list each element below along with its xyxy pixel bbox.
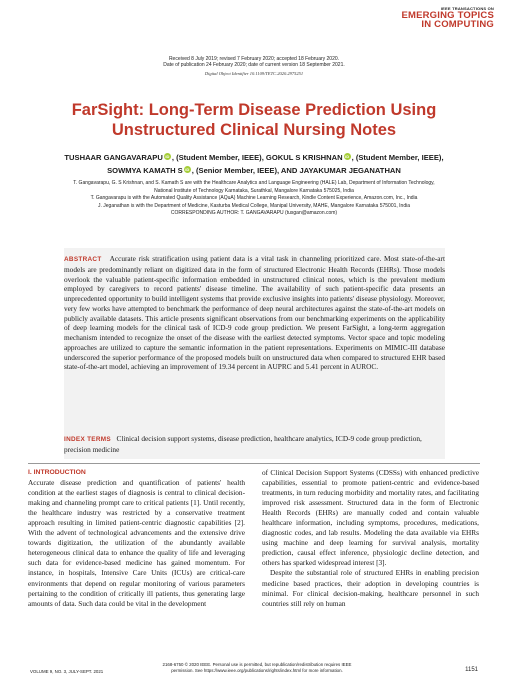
divider xyxy=(28,463,480,464)
doi: Digital Object Identifier 10.1109/TETC.2020.2975251 xyxy=(204,70,304,76)
abstract-label: ABSTRACT xyxy=(64,256,102,263)
author-list xyxy=(26,151,482,177)
author-2-role: , (Student Member, IEEE), xyxy=(351,153,444,162)
orcid-icon[interactable]: iD xyxy=(185,167,190,172)
title-line1: FarSight: Long-Term Disease Prediction Using xyxy=(71,101,437,119)
journal-brand xyxy=(401,6,494,29)
author-3: SOWMYA KAMATH S xyxy=(107,166,183,175)
orcid-icon[interactable]: iD xyxy=(165,154,170,159)
received-dates: Received 8 July 2019; revised 7 February 2020; accepted 18 February 2020. xyxy=(168,56,340,62)
section-heading: I. INTRODUCTION xyxy=(28,469,86,476)
body-paragraph: of Clinical Decision Support Systems (CDSSs) with enhanced predictive capabilities, essential to promote patient-centric and evidence-based treatments, in turn reducing morbidity and mortality rates, and facilitating improved risk assessment. Structured data in the form of Electronic Health Records (EHRs) are manually coded and contain valuable healthcare information, including symptoms, procedures, medications, diagnostic codes, and lab results. Modeling the data available via EHRs using machine and deep learning for survival analysis, mortality prediction, causal effect inference, physiologic decline detection, and others has sparked widespread interest [3]. xyxy=(262,468,479,568)
journal-prefix: IEEE TRANSACTIONS ON xyxy=(440,6,494,11)
affiliation-line: T. Gangavarapu, G. S Krishnan, and S. Kamath S are with the Healthcare Analytics and Language Engineering (HALE) Lab, Department of Information Technology, xyxy=(73,180,435,186)
index-terms-text: Clinical decision support systems, disease prediction, healthcare analytics, ICD-9 code group prediction, precision medicine xyxy=(64,434,422,454)
author-3-role: , (Senior Member, IEEE), AND JAYAKUMAR JEGANATHAN xyxy=(191,166,401,175)
journal-name-line1: EMERGING TOPICS xyxy=(401,10,494,21)
affiliations xyxy=(16,180,492,218)
title-line2: Unstructured Clinical Nursing Notes xyxy=(111,121,397,139)
body-right-column xyxy=(262,468,479,609)
footer-volume: VOLUME 9, NO. 3, JULY-SEPT. 2021 xyxy=(30,669,104,674)
orcid-icon[interactable]: iD xyxy=(345,154,350,159)
affiliation-line: National Institute of Technology Karnataka, Surathkal, Mangalore Karnataka 575025, India xyxy=(154,187,354,194)
publication-dates: Date of publication 24 February 2020; date of current version 18 September 2021. xyxy=(163,62,345,69)
publication-meta xyxy=(0,56,508,77)
author-1: TUSHAAR GANGAVARAPU xyxy=(64,153,163,162)
body-left-column xyxy=(28,468,245,609)
corresponding-author: CORRESPONDING AUTHOR: T. GANGAVARAPU (tusgan@amazon.com) xyxy=(170,210,338,216)
affiliation-line: T. Gangavarapu is with the Automated Quality Assistance (AQuA) Machine Learning Research, Kindle Content Experience, Amazon.com, Inc., India xyxy=(90,195,418,201)
index-terms-label: INDEX TERMS xyxy=(64,436,111,443)
footer-copyright xyxy=(142,662,372,674)
copyright-line: permission. See https://www.ieee.org/publications/rights/index.html for more information. xyxy=(171,668,343,673)
affiliation-line: J. Jeganathan is with the Department of Medicine, Kasturba Medical College, Manipal University, MAHE, Mangalore Karnataka 575001, India xyxy=(97,202,411,209)
copyright-line: 2168-6750 © 2020 IEEE. Personal use is permitted, but republication/redistribution requires IEEE xyxy=(162,662,352,667)
journal-name-line2: IN COMPUTING xyxy=(421,19,494,30)
body-paragraph: Accurate disease prediction and quantification of patients' health condition at the earliest stages of diagnosis is central to clinical decision-making and channeling prompt care to critical patients [1]. Until recently, the healthcare industry was restricted by a conservative treatment approach resulting in limited patient-centric diagnostic capabilities [2]. With the advent of technological advancements and the extensive drive towards digitization, the utilization of the abundantly available heterogeneous clinical data to enhance the quality of life and leveraging such data for evidence-based medicine has gained momentum. For instance, in hospitals, Intensive Care Units (ICUs) are critical-care environments that depend on regular monitoring of various parameters pertaining to the condition of critically ill patients, thus generating large amounts of data. Such data could be vital in the development xyxy=(28,478,245,608)
paper-title xyxy=(30,100,478,140)
page-number: 1151 xyxy=(465,667,478,673)
index-terms xyxy=(64,434,445,455)
abstract-text: Accurate risk stratification using patient data is a vital task in channeling prioritized care. Most state-of-the-art models are predominantly reliant on digitized data in the form of structured Electronic Health Records (EHRs). Those models overlook the valuable patient-specific information embedded in unstructured clinical notes, which is the prevalent medium employed by caregivers to record patients' disease timeline. The availability of such patient-specific data presents an unprecedented opportunity to build intelligent systems that provide exclusive insights into patients' disease physiology. Moreover, very few works have attempted to benchmark the performance of deep neural architectures against the state-of-the-art models on publicly available datasets. This article presents significant observations from our benchmarking experiments on the applicability of deep learning models for the clinical task of ICD-9 code group prediction. We present FarSight, a long-term aggregation mechanism intended to recognize the onset of the disease with the earliest detected symptoms. Vector space and topic modeling approaches are utilized to capture the semantic information in the patient representations. Experiments on MIMIC-III database underscored the superior performance of the proposed models built on unstructured data when compared to structured EHR based state-of-the-art model, achieving an improvement of 19.34 percent in AUPRC and 5.41 percent in AUROC. xyxy=(64,254,445,372)
abstract xyxy=(64,254,445,372)
author-1-role: , (Student Member, IEEE), GOKUL S KRISHNAN xyxy=(171,153,343,162)
body-paragraph: Despite the substantial role of structured EHRs in enabling precision medicine based practices, their adoption in developing countries is minimal. For clinical decision-making, healthcare personnel in such countries still rely on human xyxy=(262,568,479,608)
